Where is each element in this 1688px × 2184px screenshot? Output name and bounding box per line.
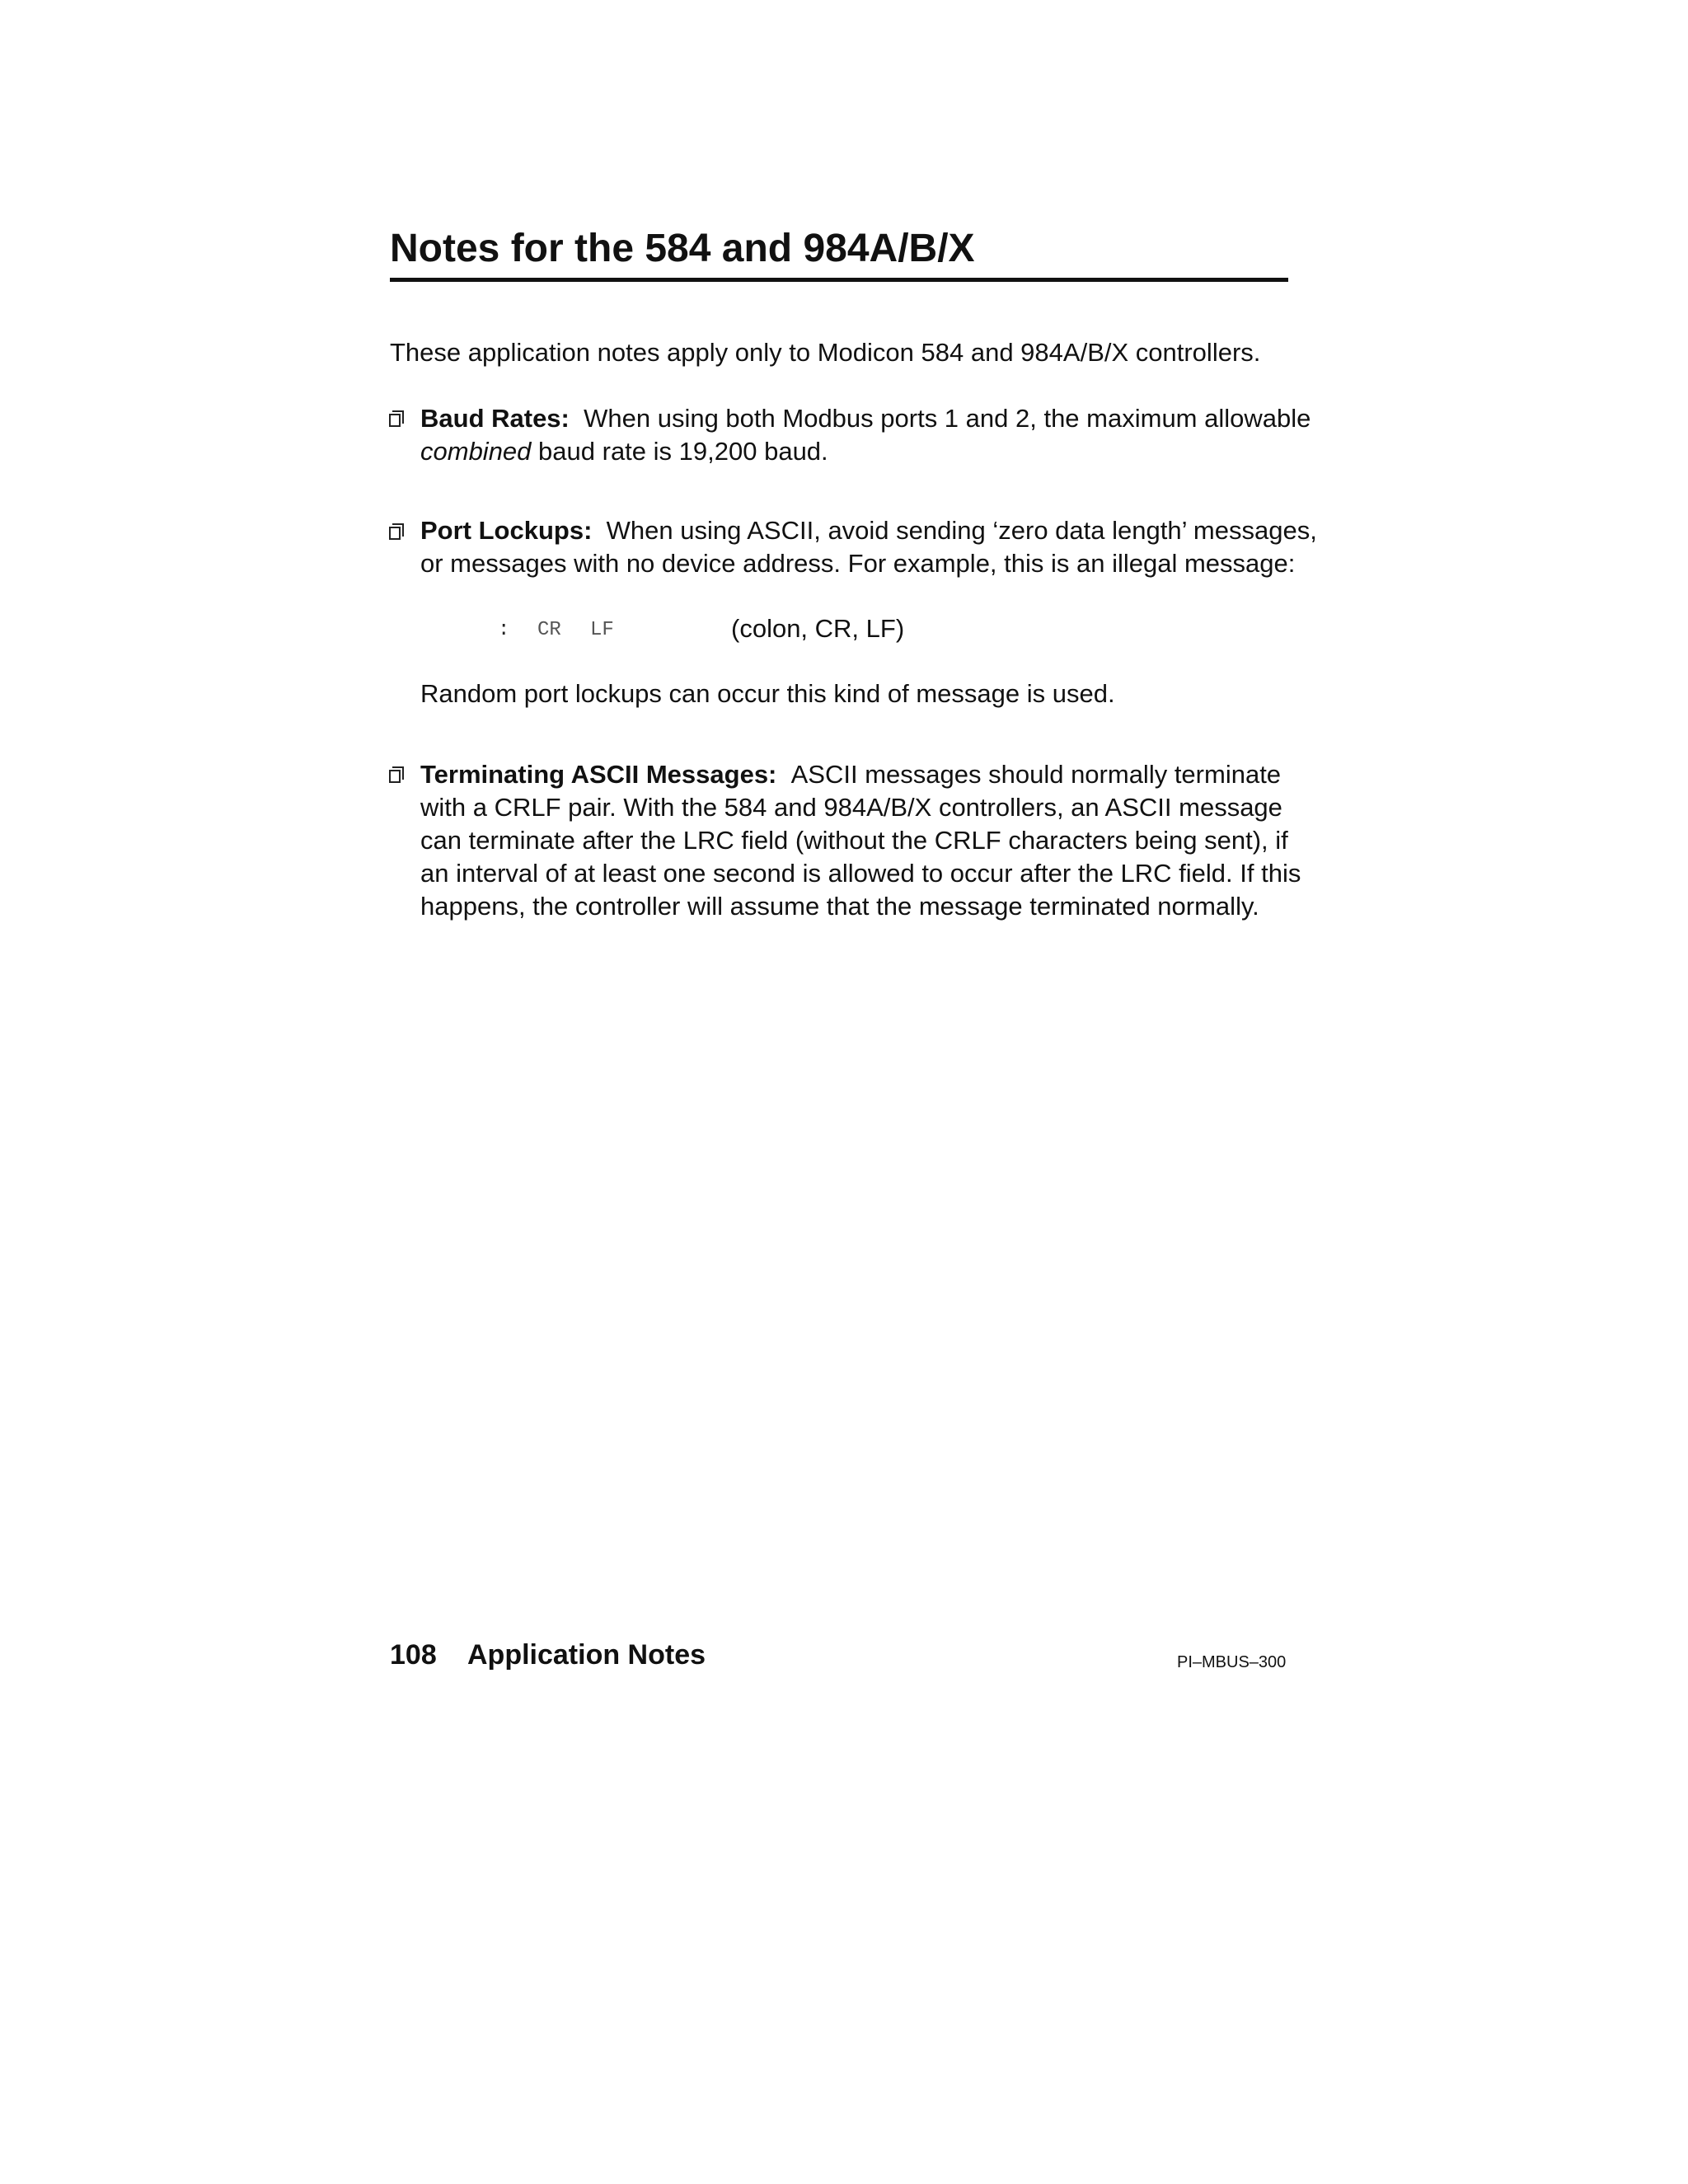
footer-section-title: Application Notes [467, 1639, 706, 1671]
checkbox-bullet-icon [389, 527, 401, 540]
note-baud-rates-line-2 [420, 435, 828, 468]
note-text: When using both Modbus ports 1 and 2, the maximum allowable [584, 404, 1311, 433]
example-description: (colon, CR, LF) [731, 614, 905, 643]
checkbox-bullet-icon [389, 770, 401, 783]
intro-paragraph: These application notes apply only to Modicon 584 and 984A/B/X controllers. [390, 338, 1261, 367]
emphasis-text: combined [420, 437, 532, 466]
note-baud-rates-line-1 [420, 402, 1311, 435]
example-lf: LF [590, 619, 614, 641]
note-terminating-line-1 [420, 758, 1281, 791]
note-heading-baud-rates: Baud Rates: [420, 404, 570, 433]
title-underline [390, 278, 1288, 282]
note-terminating-line-2: with a CRLF pair. With the 584 and 984A/B/X controllers, an ASCII message [420, 793, 1282, 822]
note-heading-port-lockups: Port Lockups: [420, 516, 593, 545]
note-text: When using ASCII, avoid sending ‘zero data length’ messages, [606, 516, 1317, 545]
note-heading-terminating-ascii: Terminating ASCII Messages: [420, 760, 777, 789]
note-terminating-line-3: can terminate after the LRC field (without the CRLF characters being sent), if [420, 826, 1288, 855]
checkbox-bullet-icon [389, 414, 401, 427]
note-text: baud rate is 19,200 baud. [538, 437, 828, 466]
note-port-lockups-line-1 [420, 514, 1317, 547]
example-cr: CR [537, 619, 561, 641]
note-text: ASCII messages should normally terminate [790, 760, 1282, 789]
footer-document-id: PI–MBUS–300 [1177, 1653, 1287, 1671]
note-port-lockups-followup: Random port lockups can occur this kind of message is used. [420, 679, 1115, 708]
footer-page-number: 108 [390, 1639, 437, 1671]
note-port-lockups-line-2: or messages with no device address. For example, this is an illegal message: [420, 549, 1296, 578]
note-terminating-line-4: an interval of at least one second is allowed to occur after the LRC field. If this [420, 859, 1301, 888]
note-terminating-line-5: happens, the controller will assume that the message terminated normally. [420, 892, 1259, 921]
page-title: Notes for the 584 and 984A/B/X [390, 227, 975, 270]
example-colon: : [498, 619, 510, 641]
